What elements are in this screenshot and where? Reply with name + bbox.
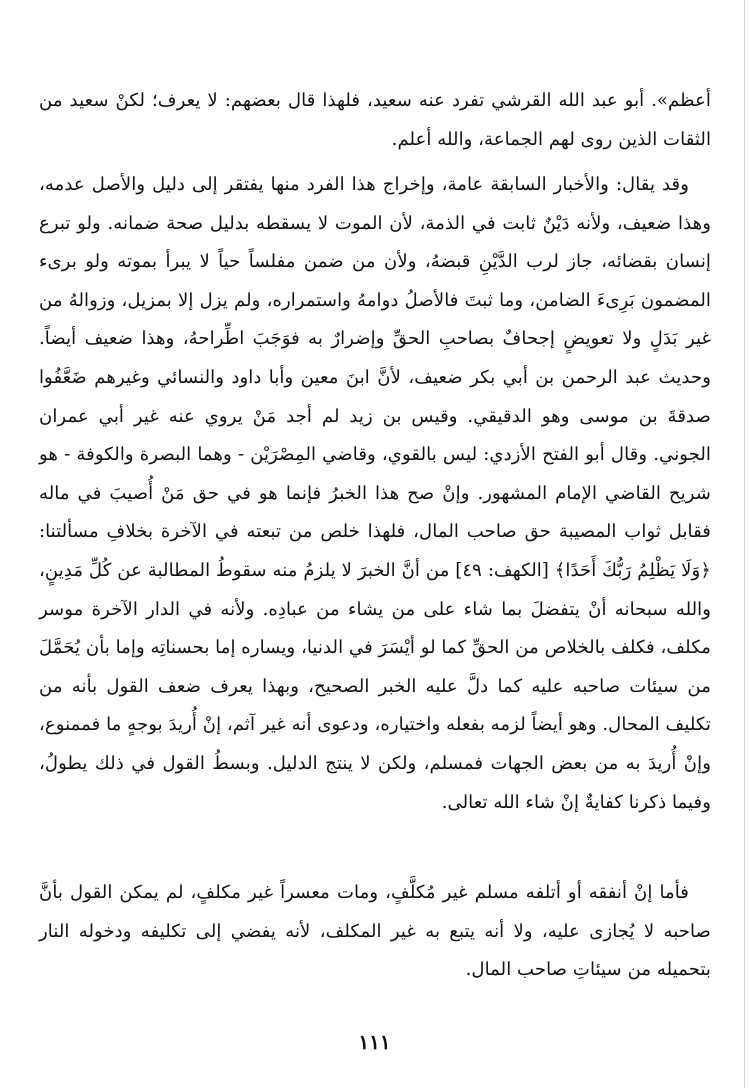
- page-number: ١١١: [358, 1030, 391, 1054]
- page-edge-line: [744, 0, 745, 1088]
- paragraph-2: وقد يقال: والأخبار السابقة عامة، وإخراج هذا الفرد منها يفتقر إلى دليل والأصل عدمه، وهذا ضعيف، ولأنه دَيْنٌ ثابت في الذمة، لأن الموت لا يسقطه بدليل صحة ضمانه. ولو تبرع إنسان بقضائه، جاز لرب الدَّيْنِ قبضهُ، ولأن من ضمن مفلساً حياً لا يبرأ بموته ولو برىء المضمون بَرِىءَ الضامن، وما ثبتَ فالأصلُ دوامهُ واستمراره، ولم يزل إلا بمزيل، وزوالهُ من غير بَدَلٍ ولا تعويضٍ إجحافٌ بصاحبِ الحقِّ وإضرارٌ به فوَجَبَ اطِّراحهُ، وهذا ضعيف أيضاً. وحديث عبد الرحمن بن أبي بكر ضعيف، لأنَّ ابنَ معين وأبا داود والنسائي وغيرهم ضَعَّفُوا صدقةَ بن موسى وهو الدقيقي. وقيس بن زيد لم أجد مَنْ يروي عنه غير أبي عمران الجوني. وقال أبو الفتح الأزدي: ليس بالقوي، وقاضي المِصْرَيْن - وهما البصرة والكوفة - هو شريح القاضي الإمام المشهور. وإنْ صح هذا الخبرُ فإنما هو في حق مَنْ أُصيبَ في ماله فقابل ثواب المصيبة حق صاحب المال، فلهذا خلص من تبعته في الآخرة بخلافِ مسألتنا: ﴿وَلَا يَظْلِمُ رَبُّكَ أَحَدًا﴾ [الكهف: ٤٩] من أنَّ الخبرَ لا يلزمُ منه سقوطُ المطالبة عن كُلِّ مَدِينٍ، والله سبحانه أنْ يتفضلَ بما شاء على من يشاء من عبادِه. ولأنه في الدار الآخرة موسر مكلف، فكلف بالخلاص من الحقِّ كما لو أيْسَرَ في الدنيا، ويساره إما بحسناتِه وإما بأن يُحَمَّلَ من سيئات صاحبه عليه كما دلَّ عليه الخبر الصحيح، وبهذا يعرف ضعف القول بأنه من تكليف المحال. وهو أيضاً لزمه بفعله واختياره، ودعوى أنه غير آثم، إنْ أُريدَ بوجهٍ ما فممنوع، وإنْ أُريدَ به من بعض الجهات فمسلم، ولكن لا ينتج الدليل. وبسطُ القول في ذلك يطولُ، وفيما ذكرنا كفايةٌ إنْ شاء الله تعالى.: [39, 174, 711, 813]
- paragraph-1: أعظم». أبو عبد الله القرشي تفرد عنه سعيد، فلهذا قال بعضهم: لا يعرف؛ لكنْ سعيد من الثقات الذين روى لهم الجماعة، والله أعلم.: [39, 90, 711, 150]
- paragraph-3: فأما إنْ أنفقه أو أتلفه مسلم غير مُكلَّفٍ، ومات معسراً غير مكلفٍ، لم يمكن القول بأنَّ صاحبه لا يُجازى عليه، ولا أنه يتبع به غير المكلف، لأنه يفضي إلى تكليفه ودخوله النار بتحميله من سيئاتِ صاحب المال.: [39, 882, 711, 981]
